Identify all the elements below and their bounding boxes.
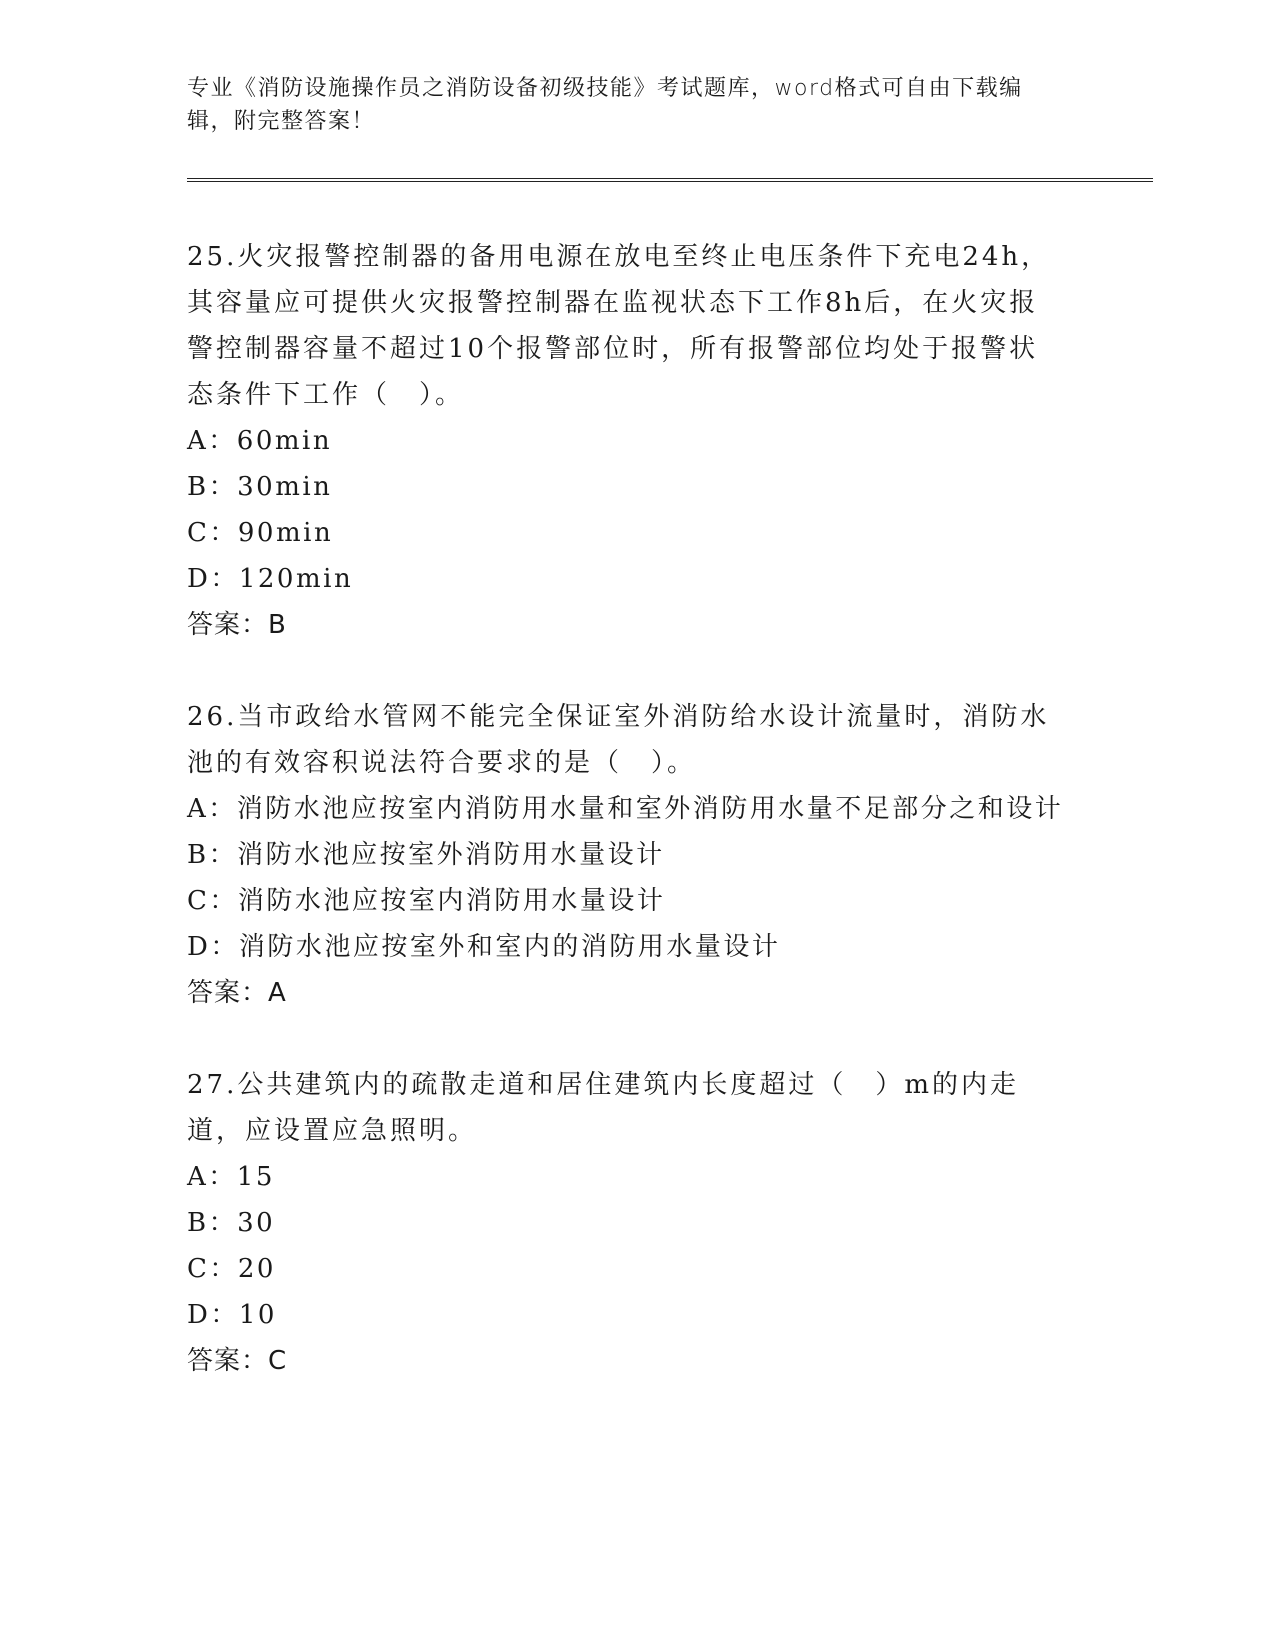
question-stem: 27.公共建筑内的疏散走道和居住建筑内长度超过（ ）m的内走道，应设置应急照明。	[187, 1070, 1020, 1146]
document-header: 专业《消防设施操作员之消防设备初级技能》考试题库，word格式可自由下载编辑，附完整答案！	[187, 76, 1023, 134]
option-c: C：20	[187, 1254, 276, 1284]
option-b: B：30	[187, 1208, 276, 1238]
answer: 答案：C	[187, 1346, 288, 1376]
option-a: A：15	[187, 1162, 275, 1192]
question-26	[187, 694, 1067, 1016]
question-stem: 25.火灾报警控制器的备用电源在放电至终止电压条件下充电24h，其容量应可提供火灾报警控制器在监视状态下工作8h后，在火灾报警控制器容量不超过10个报警部位时，所有报警部位均处于报警状态条件下工作（ ）。	[187, 242, 1051, 410]
header-double-rule	[187, 178, 1153, 182]
option-d: D：消防水池应按室外和室内的消防用水量设计	[187, 932, 781, 962]
option-c: C：消防水池应按室内消防用水量设计	[187, 886, 666, 916]
question-27	[187, 1062, 1067, 1384]
answer: 答案：A	[187, 978, 287, 1008]
option-c: C：90min	[187, 518, 334, 548]
option-a: A：消防水池应按室内消防用水量和室外消防用水量不足部分之和设计	[187, 794, 1064, 824]
option-b: B：30min	[187, 472, 333, 502]
option-d: D：10	[187, 1300, 277, 1330]
option-a: A：60min	[187, 426, 333, 456]
question-stem: 26.当市政给水管网不能完全保证室外消防给水设计流量时，消防水池的有效容积说法符合要求的是（ ）。	[187, 702, 1050, 778]
answer: 答案：B	[187, 610, 287, 640]
option-b: B：消防水池应按室外消防用水量设计	[187, 840, 665, 870]
question-list	[187, 234, 1067, 1430]
question-25	[187, 234, 1067, 648]
option-d: D：120min	[187, 564, 354, 594]
